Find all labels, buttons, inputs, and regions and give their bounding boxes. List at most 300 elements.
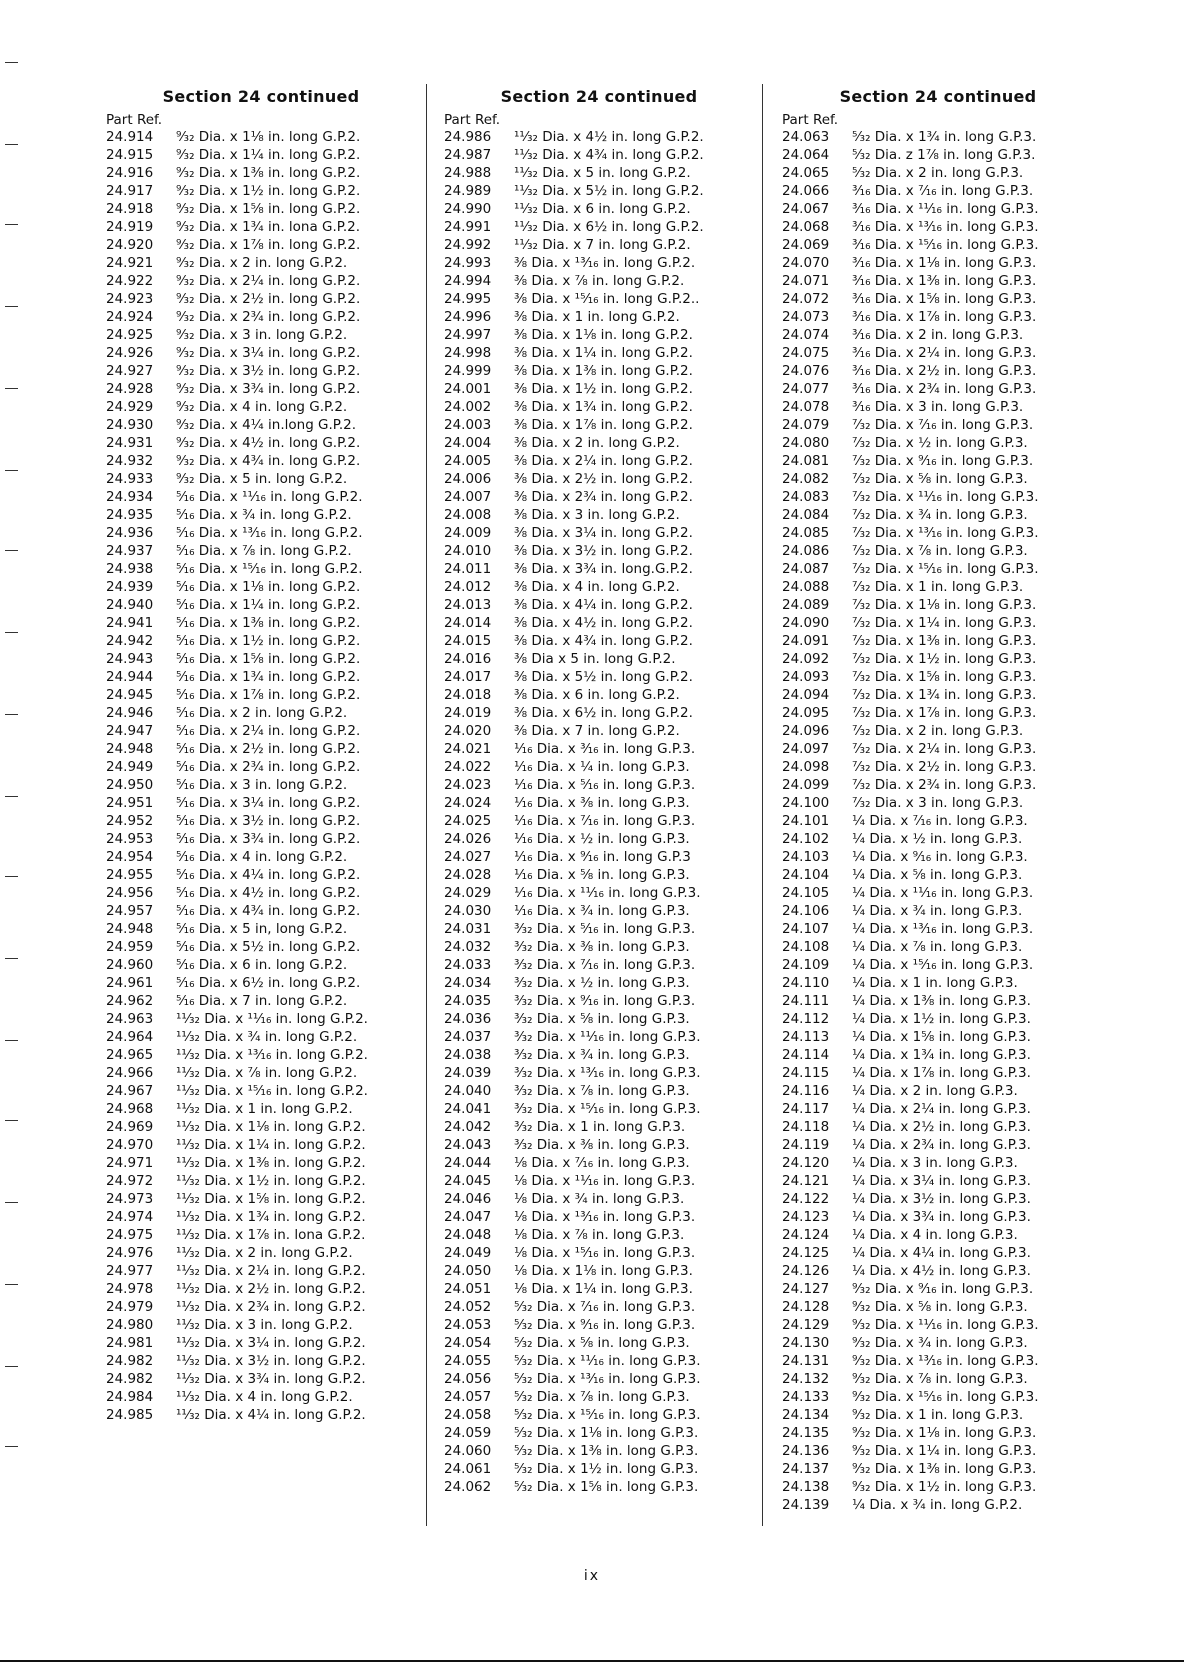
part-ref-number: 24.107 [782, 921, 830, 937]
part-description: ⅜ Dia. x 6½ in. long G.P.2. [514, 705, 693, 721]
part-ref-number: 24.082 [782, 471, 830, 487]
part-ref-number: 24.018 [444, 687, 492, 703]
margin-tick [5, 1284, 18, 1285]
part-description: ³⁄₃₂ Dia. x ⅝ in. long G.P.3. [514, 1011, 690, 1027]
part-ref-number: 24.961 [106, 975, 154, 991]
part-description: ⁵⁄₁₆ Dia. x 1⅝ in. long G.P.2. [176, 651, 361, 667]
entry-list [444, 128, 754, 1496]
part-ref-number: 24.915 [106, 147, 154, 163]
part-ref-number: 24.096 [782, 723, 830, 739]
part-entry [106, 488, 416, 506]
part-description: ¹⁄₁₆ Dia. x ½ in. long G.P.3. [514, 831, 690, 847]
part-entry [106, 758, 416, 776]
part-entry [782, 1334, 1094, 1352]
part-description: ¹¹⁄₃₂ Dia. x 6½ in. long G.P.2. [514, 219, 704, 235]
column-heading: Section 24 continued [162, 87, 360, 106]
part-description: ¼ Dia. x ¾ in. long G.P.3. [852, 903, 1023, 919]
part-ref-number: 24.081 [782, 453, 830, 469]
part-description: ⁷⁄₃₂ Dia. x ¾ in. long G.P.3. [852, 507, 1028, 523]
part-entry [782, 1424, 1094, 1442]
part-entry [444, 236, 754, 254]
part-entry [782, 1244, 1094, 1262]
part-description: ⁵⁄₃₂ Dia. x ⁷⁄₁₆ in. long G.P.3. [514, 1299, 696, 1315]
part-ref-number: 24.048 [444, 1227, 492, 1243]
part-description: ⁷⁄₃₂ Dia. x 2¼ in. long G.P.3. [852, 741, 1037, 757]
margin-tick [5, 470, 18, 471]
part-description: ³⁄₃₂ Dia. x ⁷⁄₁₆ in. long G.P.3. [514, 957, 696, 973]
part-ref-number: 24.091 [782, 633, 830, 649]
part-description: ⁵⁄₁₆ Dia. x 6 in. long G.P.2. [176, 957, 348, 973]
part-entry [444, 560, 754, 578]
part-description: ¼ Dia. x ¾ in. long G.P.2. [852, 1497, 1023, 1513]
part-ref-label: Part Ref. [782, 112, 839, 128]
part-entry [782, 398, 1094, 416]
part-ref-number: 24.027 [444, 849, 492, 865]
part-entry [444, 1352, 754, 1370]
part-ref-number: 24.914 [106, 129, 154, 145]
part-entry [106, 704, 416, 722]
part-ref-number: 24.994 [444, 273, 492, 289]
part-entry [444, 740, 754, 758]
part-description: ⁹⁄₃₂ Dia. x 1¾ in. lona G.P.2. [176, 219, 361, 235]
part-entry [106, 902, 416, 920]
part-description: ¼ Dia. x 2½ in. long G.P.3. [852, 1119, 1031, 1135]
part-entry [444, 650, 754, 668]
margin-tick [5, 1366, 18, 1367]
part-entry [782, 1136, 1094, 1154]
part-description: ⁷⁄₃₂ Dia. x ⁹⁄₁₆ in. long G.P.3. [852, 453, 1034, 469]
part-ref-number: 24.083 [782, 489, 830, 505]
part-ref-number: 24.090 [782, 615, 830, 631]
part-description: ⁹⁄₃₂ Dia. x 1½ in. long G.P.2. [176, 183, 361, 199]
part-ref-number: 24.052 [444, 1299, 492, 1315]
part-description: ¹¹⁄₃₂ Dia. x 1⅝ in. long G.P.2. [176, 1191, 366, 1207]
part-ref-number: 24.980 [106, 1317, 154, 1333]
part-description: ⅛ Dia. x ¹¹⁄₁₆ in. long G.P.3. [514, 1173, 696, 1189]
part-entry [444, 812, 754, 830]
part-ref-number: 24.950 [106, 777, 154, 793]
part-ref-number: 24.105 [782, 885, 830, 901]
part-description: ¹¹⁄₃₂ Dia. x 4¾ in. long G.P.2. [514, 147, 704, 163]
entry-list [782, 128, 1094, 1514]
column-heading: Section 24 continued [839, 87, 1037, 106]
part-entry [782, 1496, 1094, 1514]
part-entry [106, 470, 416, 488]
part-ref-number: 24.086 [782, 543, 830, 559]
part-entry [106, 1352, 416, 1370]
column-heading: Section 24 continued [500, 87, 698, 106]
part-description: ⁹⁄₃₂ Dia. x 4¾ in. long G.P.2. [176, 453, 361, 469]
part-description: ⁹⁄₃₂ Dia. x 1⅛ in. long G.P.3. [852, 1425, 1037, 1441]
part-description: ¼ Dia. x 3¼ in. long G.P.3. [852, 1173, 1031, 1189]
part-entry [444, 614, 754, 632]
part-ref-number: 24.964 [106, 1029, 154, 1045]
part-description: ³⁄₁₆ Dia. x ¹¹⁄₁₆ in. long G.P.3. [852, 201, 1039, 217]
part-ref-number: 24.019 [444, 705, 492, 721]
part-description: ¹¹⁄₃₂ Dia. x ¹⁵⁄₁₆ in. long G.P.2. [176, 1083, 368, 1099]
margin-tick [5, 1202, 18, 1203]
part-entry [106, 1028, 416, 1046]
part-entry [444, 902, 754, 920]
part-entry [444, 1028, 754, 1046]
part-ref-number: 24.060 [444, 1443, 492, 1459]
part-entry [444, 542, 754, 560]
part-ref-number: 24.976 [106, 1245, 154, 1261]
part-entry [106, 1388, 416, 1406]
part-ref-number: 24.942 [106, 633, 154, 649]
part-ref-number: 24.927 [106, 363, 154, 379]
part-entry [444, 1244, 754, 1262]
part-entry [782, 740, 1094, 758]
part-entry [106, 884, 416, 902]
part-entry [782, 254, 1094, 272]
part-description: ⅜ Dia. x 3¾ in. long.G.P.2. [514, 561, 693, 577]
part-entry [782, 470, 1094, 488]
part-description: ¼ Dia. x 1½ in. long G.P.3. [852, 1011, 1031, 1027]
part-ref-number: 24.946 [106, 705, 154, 721]
part-entry [444, 434, 754, 452]
part-entry [782, 434, 1094, 452]
part-entry [444, 596, 754, 614]
part-ref-number: 24.097 [782, 741, 830, 757]
part-description: ³⁄₁₆ Dia. x ¹³⁄₁₆ in. long G.P.3. [852, 219, 1039, 235]
part-ref-number: 24.940 [106, 597, 154, 613]
part-description: ¹¹⁄₃₂ Dia. x 3¼ in. long G.P.2. [176, 1335, 366, 1351]
part-ref-number: 24.032 [444, 939, 492, 955]
part-ref-number: 24.099 [782, 777, 830, 793]
part-ref-number: 24.103 [782, 849, 830, 865]
part-description: ⁹⁄₃₂ Dia. x 2¼ in. long G.P.2. [176, 273, 361, 289]
part-ref-number: 24.937 [106, 543, 154, 559]
column-1 [106, 82, 416, 1424]
part-entry [106, 524, 416, 542]
part-description: ³⁄₁₆ Dia. x 2¾ in. long G.P.3. [852, 381, 1037, 397]
part-ref-number: 24.970 [106, 1137, 154, 1153]
part-ref-number: 24.134 [782, 1407, 830, 1423]
margin-tick [5, 1040, 18, 1041]
part-ref-number: 24.955 [106, 867, 154, 883]
part-entry [444, 182, 754, 200]
part-description: ¹¹⁄₃₂ Dia. x 5 in. long G.P.2. [514, 165, 691, 181]
part-entry [782, 1388, 1094, 1406]
part-ref-number: 24.012 [444, 579, 492, 595]
part-description: ¼ Dia. x 2¾ in. long G.P.3. [852, 1137, 1031, 1153]
part-entry [106, 380, 416, 398]
margin-tick [5, 224, 18, 225]
part-ref-number: 24.040 [444, 1083, 492, 1099]
part-entry [444, 164, 754, 182]
part-entry [444, 488, 754, 506]
part-description: ⁵⁄₁₆ Dia. x 5½ in. long G.P.2. [176, 939, 361, 955]
part-description: ⅜ Dia. x 4¾ in. long G.P.2. [514, 633, 693, 649]
part-entry [444, 1316, 754, 1334]
part-entry [106, 1244, 416, 1262]
part-entry [782, 956, 1094, 974]
part-entry [782, 524, 1094, 542]
part-description: ⁷⁄₃₂ Dia. x 1⅛ in. long G.P.3. [852, 597, 1037, 613]
part-description: ⁹⁄₃₂ Dia. x 3 in. long G.P.2. [176, 327, 348, 343]
part-entry [444, 1082, 754, 1100]
part-ref-number: 24.017 [444, 669, 492, 685]
part-description: ⁹⁄₃₂ Dia. x 1½ in. long G.P.3. [852, 1479, 1037, 1495]
part-ref-number: 24.037 [444, 1029, 492, 1045]
part-ref-number: 24.013 [444, 597, 492, 613]
part-entry [444, 992, 754, 1010]
part-entry [782, 272, 1094, 290]
part-ref-number: 24.020 [444, 723, 492, 739]
part-ref-number: 24.966 [106, 1065, 154, 1081]
part-description: ⁹⁄₃₂ Dia. x ⁹⁄₁₆ in. long G.P.3. [852, 1281, 1034, 1297]
part-entry [106, 362, 416, 380]
part-description: ⅜ Dia. x 4 in. long G.P.2. [514, 579, 680, 595]
part-entry [106, 740, 416, 758]
part-ref-number: 24.023 [444, 777, 492, 793]
part-entry [782, 1010, 1094, 1028]
part-description: ¹¹⁄₃₂ Dia. x ¾ in. long G.P.2. [176, 1029, 358, 1045]
part-description: ⁵⁄₃₂ Dia. x ⅝ in. long G.P.3. [514, 1335, 690, 1351]
part-ref-label: Part Ref. [106, 112, 163, 128]
part-ref-number: 24.080 [782, 435, 830, 451]
margin-tick [5, 62, 18, 63]
part-ref-number: 24.117 [782, 1101, 830, 1117]
part-entry [444, 362, 754, 380]
part-entry [444, 398, 754, 416]
part-entry [106, 650, 416, 668]
part-description: ⁷⁄₃₂ Dia. x ⁷⁄₁₆ in. long G.P.3. [852, 417, 1034, 433]
part-description: ³⁄₃₂ Dia. x ⁵⁄₁₆ in. long G.P.3. [514, 921, 696, 937]
part-ref-number: 24.957 [106, 903, 154, 919]
part-description: ⁷⁄₃₂ Dia. x 1⅞ in. long G.P.3. [852, 705, 1037, 721]
part-entry [106, 1262, 416, 1280]
part-ref-number: 24.949 [106, 759, 154, 775]
part-entry [444, 1460, 754, 1478]
part-ref-number: 24.930 [106, 417, 154, 433]
part-entry [106, 1082, 416, 1100]
part-ref-number: 24.128 [782, 1299, 830, 1315]
part-ref-number: 24.053 [444, 1317, 492, 1333]
part-description: ³⁄₃₂ Dia. x ¹⁵⁄₁₆ in. long G.P.3. [514, 1101, 701, 1117]
part-ref-number: 24.984 [106, 1389, 154, 1405]
part-ref-number: 24.925 [106, 327, 154, 343]
part-ref-number: 24.079 [782, 417, 830, 433]
part-entry [444, 938, 754, 956]
part-ref-number: 24.094 [782, 687, 830, 703]
part-ref-number: 24.133 [782, 1389, 830, 1405]
part-ref-number: 24.956 [106, 885, 154, 901]
part-description: ¹¹⁄₃₂ Dia. x 2½ in. long G.P.2. [176, 1281, 366, 1297]
part-description: ¼ Dia. x ⁹⁄₁₆ in. long G.P.3. [852, 849, 1028, 865]
part-description: ³⁄₁₆ Dia. x 2¼ in. long G.P.3. [852, 345, 1037, 361]
part-entry [106, 1064, 416, 1082]
part-ref-number: 24.015 [444, 633, 492, 649]
part-entry [782, 1316, 1094, 1334]
part-entry [106, 218, 416, 236]
part-entry [782, 1262, 1094, 1280]
part-entry [782, 830, 1094, 848]
part-ref-number: 24.024 [444, 795, 492, 811]
part-entry [782, 1298, 1094, 1316]
margin-tick [5, 388, 18, 389]
part-entry [444, 632, 754, 650]
part-entry [106, 560, 416, 578]
part-entry [444, 578, 754, 596]
part-ref-number: 24.968 [106, 1101, 154, 1117]
part-description: ¹¹⁄₃₂ Dia. x 1½ in. long G.P.2. [176, 1173, 366, 1189]
part-description: ⁹⁄₃₂ Dia. x 5 in. long G.P.2. [176, 471, 348, 487]
part-ref-number: 24.064 [782, 147, 830, 163]
part-ref-number: 24.003 [444, 417, 492, 433]
part-description: ⁵⁄₁₆ Dia. x 2 in. long G.P.2. [176, 705, 348, 721]
part-ref-number: 24.986 [444, 129, 492, 145]
part-description: ¹¹⁄₃₂ Dia. x 5½ in. long G.P.2. [514, 183, 704, 199]
part-ref-number: 24.059 [444, 1425, 492, 1441]
part-entry [106, 1172, 416, 1190]
part-ref-number: 24.114 [782, 1047, 830, 1063]
part-description: ¹¹⁄₃₂ Dia. x 1¾ in. long G.P.2. [176, 1209, 366, 1225]
part-ref-number: 24.039 [444, 1065, 492, 1081]
margin-tick [5, 714, 18, 715]
part-description: ³⁄₃₂ Dia. x ¹³⁄₁₆ in. long G.P.3. [514, 1065, 701, 1081]
part-description: ¼ Dia. x 1 in. long G.P.3. [852, 975, 1018, 991]
part-description: ⅛ Dia. x ¾ in. long G.P.3. [514, 1191, 685, 1207]
part-description: ⅜ Dia. x 1⅞ in. long G.P.2. [514, 417, 693, 433]
part-entry [782, 848, 1094, 866]
part-entry [106, 830, 416, 848]
part-entry [782, 1028, 1094, 1046]
part-entry [444, 1154, 754, 1172]
part-description: ⁵⁄₁₆ Dia. x ¹⁵⁄₁₆ in. long G.P.2. [176, 561, 363, 577]
part-description: ⁵⁄₁₆ Dia. x 2½ in. long G.P.2. [176, 741, 361, 757]
part-entry [106, 1118, 416, 1136]
part-description: ⅜ Dia. x 4½ in. long G.P.2. [514, 615, 693, 631]
part-description: ⁵⁄₃₂ Dia. x 1¾ in. long G.P.3. [852, 129, 1037, 145]
part-entry [444, 524, 754, 542]
part-ref-number: 24.136 [782, 1443, 830, 1459]
part-description: ³⁄₁₆ Dia. x 1⅞ in. long G.P.3. [852, 309, 1037, 325]
part-ref-number: 24.954 [106, 849, 154, 865]
part-entry [782, 884, 1094, 902]
part-description: ⅜ Dia. x 2½ in. long G.P.2. [514, 471, 693, 487]
part-entry [782, 632, 1094, 650]
part-description: ⁵⁄₁₆ Dia. x ¹³⁄₁₆ in. long G.P.2. [176, 525, 363, 541]
part-ref-number: 24.996 [444, 309, 492, 325]
part-description: ¼ Dia. x 4¼ in. long G.P.3. [852, 1245, 1031, 1261]
part-ref-number: 24.987 [444, 147, 492, 163]
part-entry [444, 1280, 754, 1298]
part-entry [106, 920, 416, 938]
part-ref-number: 24.061 [444, 1461, 492, 1477]
part-ref-number: 24.051 [444, 1281, 492, 1297]
part-entry [782, 290, 1094, 308]
footer-rule [0, 1660, 1184, 1662]
part-description: ⁵⁄₃₂ Dia. x ¹⁵⁄₁₆ in. long G.P.3. [514, 1407, 701, 1423]
part-description: ¹⁄₁₆ Dia. x ³⁄₁₆ in. long G.P.3. [514, 741, 696, 757]
part-entry [782, 560, 1094, 578]
part-ref-number: 24.066 [782, 183, 830, 199]
part-description: ⁷⁄₃₂ Dia. x 1½ in. long G.P.3. [852, 651, 1037, 667]
part-description: ¼ Dia. x ¹¹⁄₁₆ in. long G.P.3. [852, 885, 1034, 901]
part-description: ⁹⁄₃₂ Dia. x 3½ in. long G.P.2. [176, 363, 361, 379]
part-description: ³⁄₃₂ Dia. x ⅜ in. long G.P.3. [514, 939, 690, 955]
part-entry [782, 1208, 1094, 1226]
part-description: ⅜ Dia. x 2¼ in. long G.P.2. [514, 453, 693, 469]
part-ref-number: 24.948 [106, 741, 154, 757]
part-ref-number: 24.918 [106, 201, 154, 217]
part-description: ¹⁄₁₆ Dia. x ¼ in. long G.P.3. [514, 759, 690, 775]
part-description: ¹⁄₁₆ Dia. x ⁷⁄₁₆ in. long G.P.3. [514, 813, 696, 829]
part-entry [782, 1352, 1094, 1370]
part-description: ⅜ Dia. x 3 in. long G.P.2. [514, 507, 680, 523]
part-ref-number: 24.045 [444, 1173, 492, 1189]
part-ref-number: 24.043 [444, 1137, 492, 1153]
part-ref-number: 24.137 [782, 1461, 830, 1477]
part-description: ⁹⁄₃₂ Dia. x ¹⁵⁄₁₆ in. long G.P.3. [852, 1389, 1039, 1405]
part-entry [106, 308, 416, 326]
part-entry [782, 488, 1094, 506]
part-ref-number: 24.098 [782, 759, 830, 775]
part-description: ¹¹⁄₃₂ Dia. x 6 in. long G.P.2. [514, 201, 691, 217]
part-entry [782, 1082, 1094, 1100]
part-description: ⅜ Dia x 5 in. long G.P.2. [514, 651, 676, 667]
part-ref-number: 24.100 [782, 795, 830, 811]
margin-tick [5, 796, 18, 797]
part-ref-number: 24.113 [782, 1029, 830, 1045]
part-entry [782, 866, 1094, 884]
part-description: ⁹⁄₃₂ Dia. x ¾ in. long G.P.3. [852, 1335, 1028, 1351]
part-ref-number: 24.126 [782, 1263, 830, 1279]
part-description: ³⁄₃₂ Dia. x ¾ in. long G.P.3. [514, 1047, 690, 1063]
part-ref-label: Part Ref. [444, 112, 501, 128]
part-description: ⅛ Dia. x ⁷⁄₁₆ in. long G.P.3. [514, 1155, 690, 1171]
part-ref-number: 24.982 [106, 1371, 154, 1387]
part-description: ⁵⁄₃₂ Dia. z 1⅞ in. long G.P.3. [852, 147, 1036, 163]
part-ref-number: 24.095 [782, 705, 830, 721]
part-entry [106, 146, 416, 164]
part-ref-number: 24.122 [782, 1191, 830, 1207]
part-entry [782, 1460, 1094, 1478]
part-description: ⁷⁄₃₂ Dia. x ¹¹⁄₁₆ in. long G.P.3. [852, 489, 1039, 505]
part-ref-number: 24.088 [782, 579, 830, 595]
part-entry [106, 686, 416, 704]
part-description: ¼ Dia. x 2 in. long G.P.3. [852, 1083, 1018, 1099]
part-description: ⁵⁄₁₆ Dia. x 4¾ in. long G.P.2. [176, 903, 361, 919]
part-ref-number: 24.028 [444, 867, 492, 883]
part-ref-number: 24.054 [444, 1335, 492, 1351]
part-entry [782, 218, 1094, 236]
part-description: ⁷⁄₃₂ Dia. x 1¾ in. long G.P.3. [852, 687, 1037, 703]
part-description: ¹¹⁄₃₂ Dia. x 1⅞ in. lona G.P.2. [176, 1227, 366, 1243]
part-entry [106, 956, 416, 974]
part-ref-number: 24.978 [106, 1281, 154, 1297]
part-ref-number: 24.975 [106, 1227, 154, 1243]
part-ref-number: 24.106 [782, 903, 830, 919]
part-description: ¼ Dia. x ⁷⁄₁₆ in. long G.P.3. [852, 813, 1028, 829]
part-ref-number: 24.002 [444, 399, 492, 415]
part-ref-number: 24.065 [782, 165, 830, 181]
part-entry [782, 1370, 1094, 1388]
column-divider [426, 84, 427, 1526]
part-ref-number: 24.005 [444, 453, 492, 469]
part-entry [106, 1226, 416, 1244]
part-description: ⅛ Dia. x 1⅛ in. long G.P.3. [514, 1263, 693, 1279]
part-ref-number: 24.943 [106, 651, 154, 667]
part-ref-number: 24.025 [444, 813, 492, 829]
part-ref-number: 24.129 [782, 1317, 830, 1333]
part-description: ⁹⁄₃₂ Dia. x ⅞ in. long G.P.3. [852, 1371, 1028, 1387]
part-entry [106, 632, 416, 650]
part-description: ¼ Dia. x ¹³⁄₁₆ in. long G.P.3. [852, 921, 1034, 937]
part-description: ¼ Dia. x 4 in. long G.P.3. [852, 1227, 1018, 1243]
